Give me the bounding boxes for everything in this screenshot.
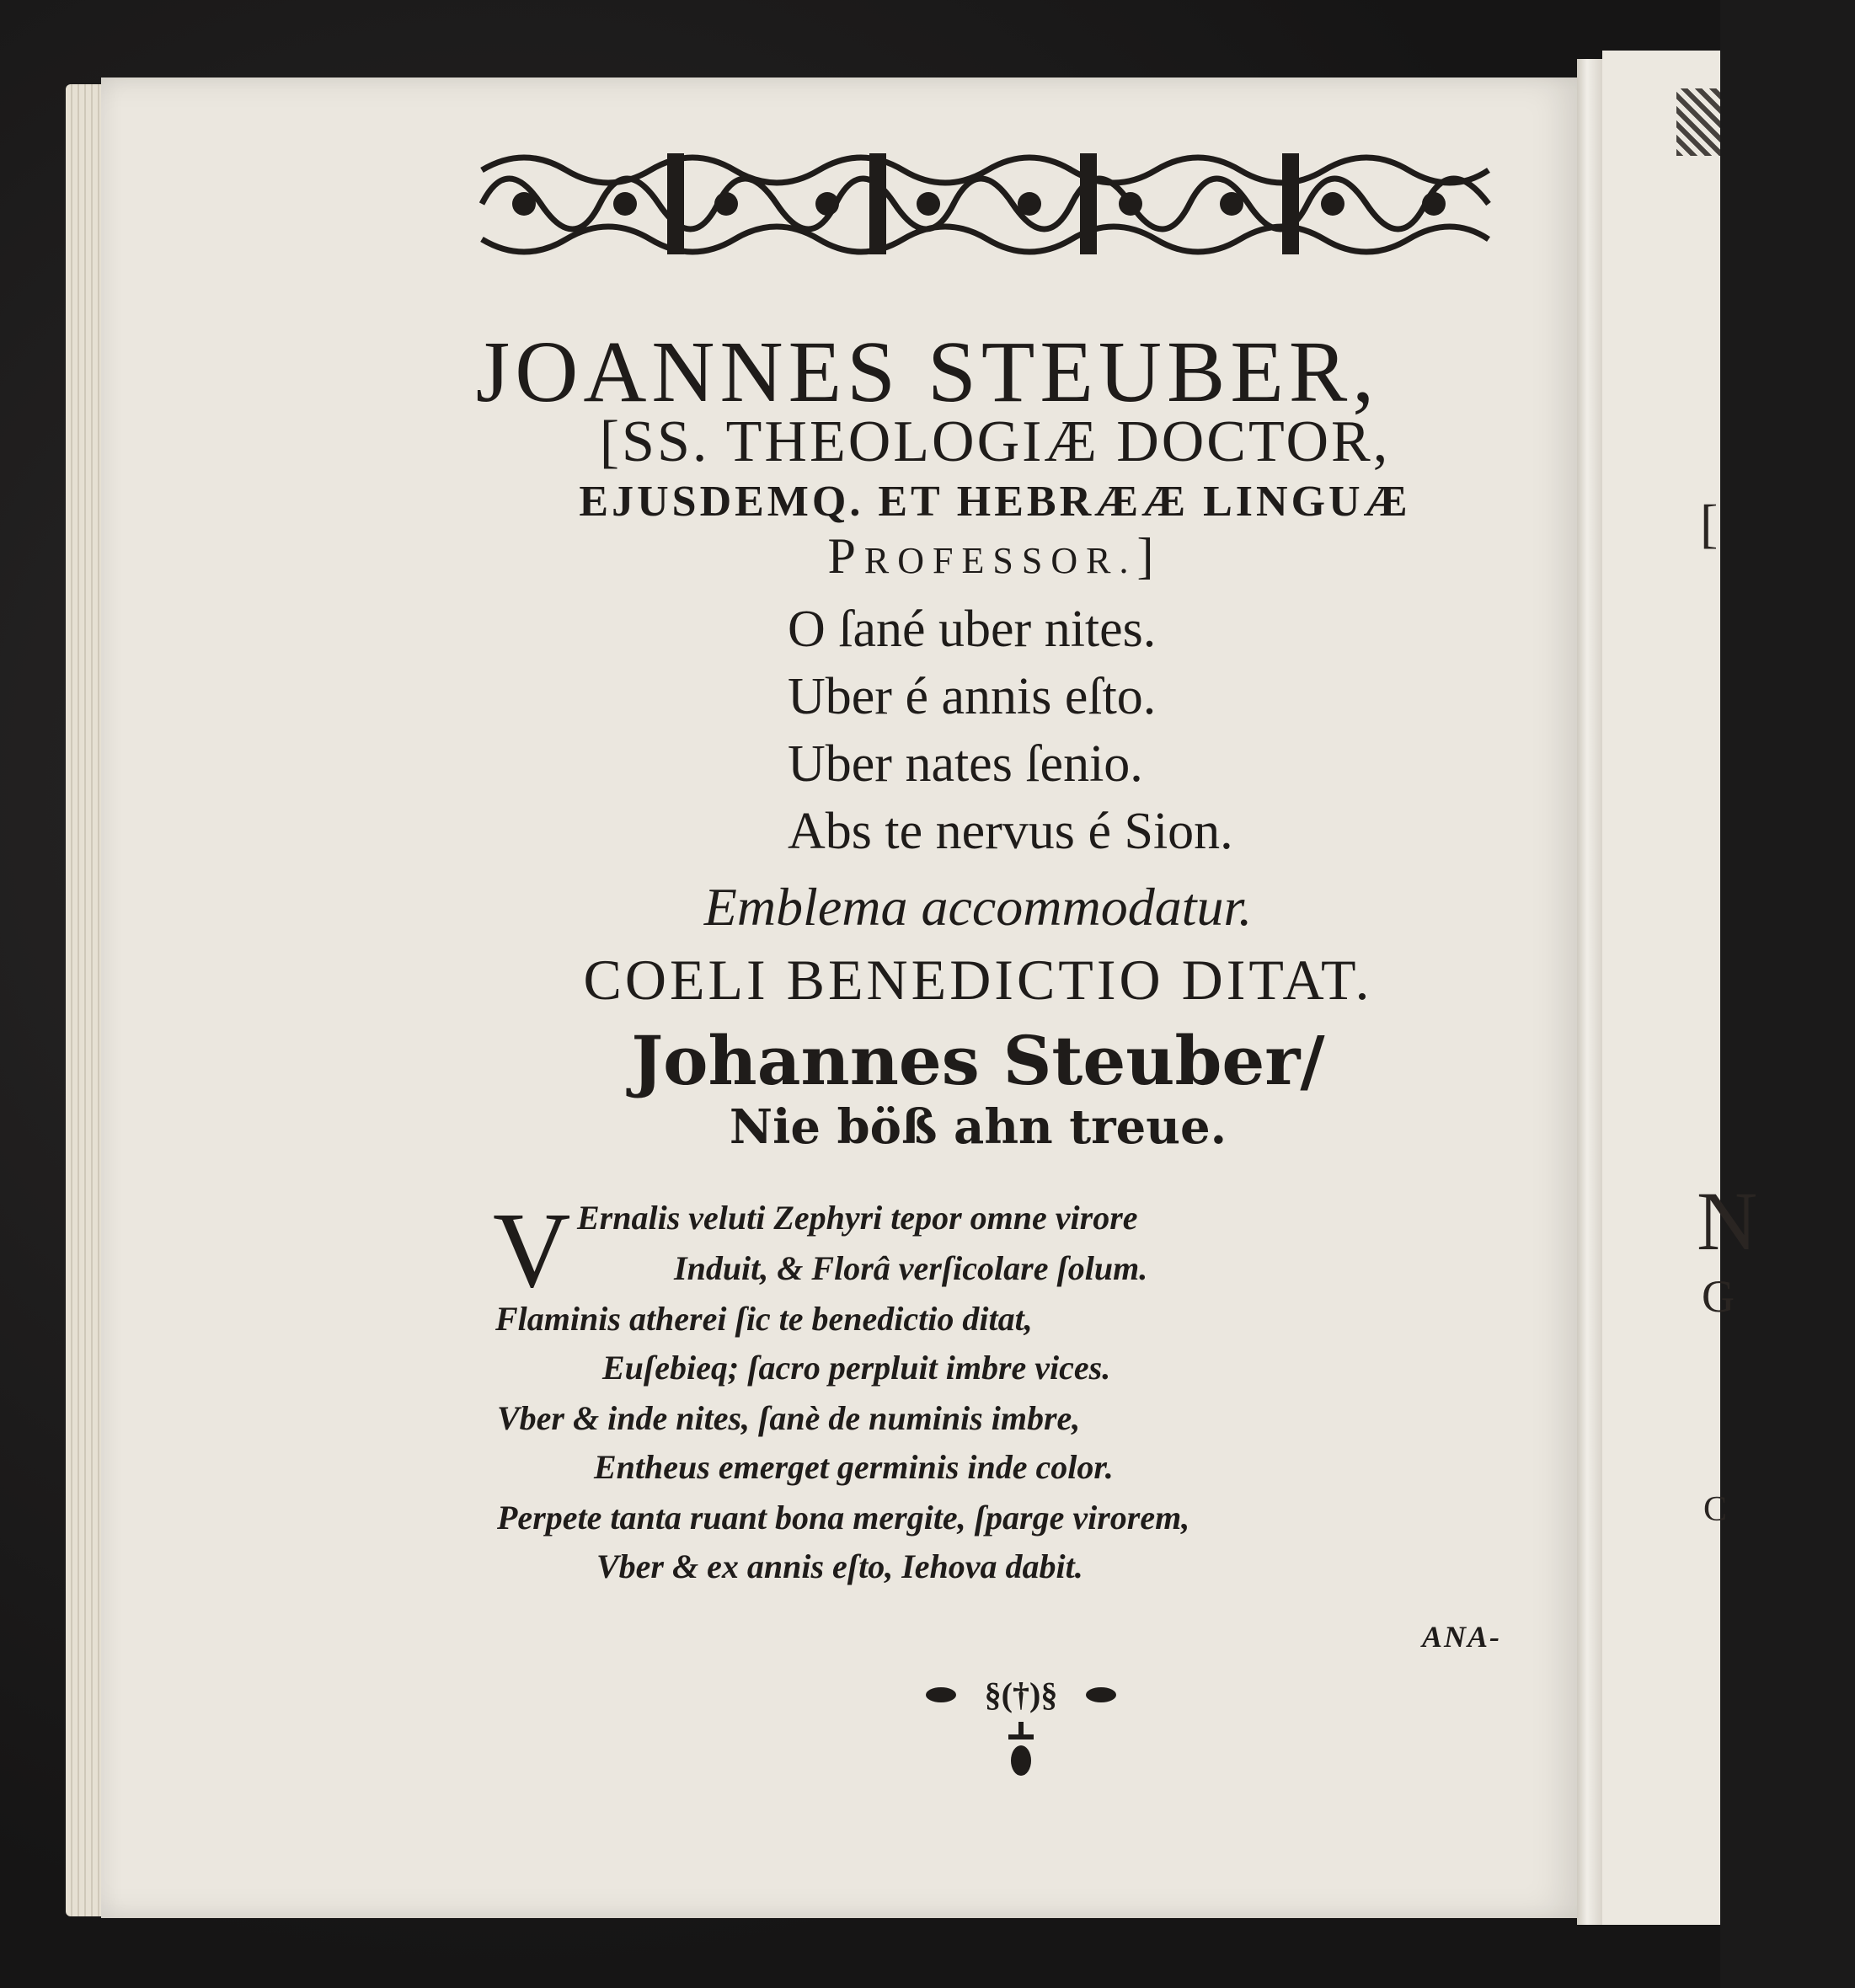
emblem-caption: Emblema accommodatur. <box>703 877 1253 937</box>
profession-initial: P <box>827 528 864 584</box>
tailpiece-fleuron <box>924 1670 1118 1779</box>
heading-title: [SS. THEOLOGIÆ DOCTOR, <box>599 409 1391 474</box>
german-name: Johannes Steuber/ <box>631 1021 1325 1100</box>
verse-line: Ernalis veluti Zephyri tepor omne virore <box>577 1199 1138 1237</box>
heading-name: JOANNES STEUBER, <box>475 323 1380 420</box>
anagram-line: Uber é annis eſto. <box>788 668 1157 725</box>
facing-page-letter-c: C <box>1703 1490 1728 1529</box>
facing-page-ornament <box>1676 88 1720 156</box>
headpiece-ornament <box>473 136 1497 273</box>
facing-page-letter-g: G <box>1702 1271 1735 1322</box>
verse-line: Vber & ex annis eſto, Iehova dabit. <box>596 1547 1083 1585</box>
profession-rest: ROFESSOR. <box>863 540 1137 581</box>
catchword: ANA- <box>1422 1620 1502 1654</box>
verse-line: Euſebieq; ſacro perpluit imbre vices. <box>602 1349 1111 1387</box>
verse-line: Perpete tanta ruant bona mergite, ſparge virorem, <box>497 1499 1190 1536</box>
verse-line: Entheus emerget germinis inde color. <box>594 1448 1114 1486</box>
heading-profession <box>135 527 1855 585</box>
verse-dropcap: V <box>493 1190 571 1310</box>
verse-line: Vber & inde nites, ſanè de numinis imbre, <box>497 1399 1081 1437</box>
anagram-line: Uber nates ſenio. <box>788 735 1143 793</box>
facing-page-bracket: [ <box>1700 494 1719 553</box>
facing-page-letter-n: N <box>1697 1174 1758 1268</box>
motto: COELI BENEDICTIO DITAT. <box>583 948 1373 1012</box>
verse-line: Induit, & Florâ verſicolare ſolum. <box>674 1249 1148 1287</box>
anagram-line: O ſané uber nites. <box>788 601 1157 658</box>
german-phrase: Nie böß ahn treue. <box>729 1099 1227 1155</box>
anagram-line: Abs te nervus é Sion. <box>788 803 1233 860</box>
profession-bracket: ] <box>1136 528 1163 584</box>
heading-subtitle: EJUSDEMQ. ET HEBRÆÆ LINGUÆ <box>579 478 1411 526</box>
fleuron-glyphs: §(†)§ <box>984 1675 1058 1713</box>
verse-line: Flaminis atherei ſic te benedictio ditat, <box>495 1300 1033 1338</box>
